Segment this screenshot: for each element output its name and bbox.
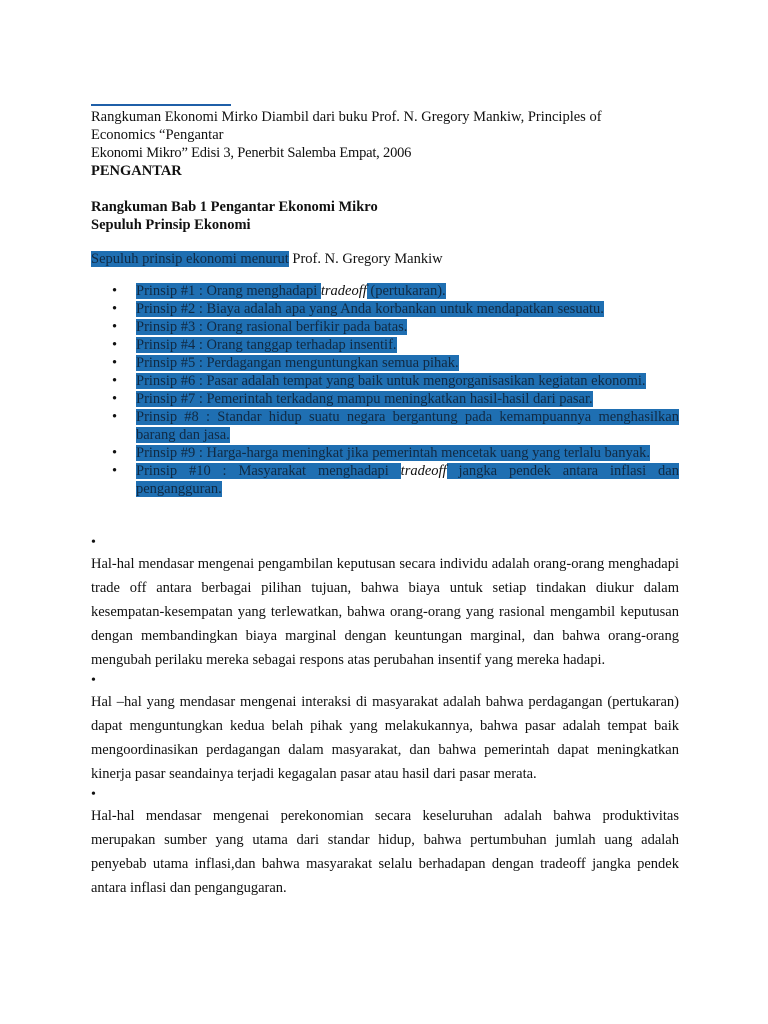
list-item: • Prinsip #3 : Orang rasional berfikir pada batas. [112, 319, 408, 335]
bullet-icon: • [112, 463, 118, 479]
paragraph-economy: Hal-hal mendasar mengenai perekonomian secara keseluruhan adalah bahwa produktivitas merupakan sumber yang utama dari standar hidup, bahwa pertumbuhan jumlah uang adalah penyebab utama inflasi,dan bahwa masyarakat selalu berhadapan dengan tradeoff jangka pendek antara inflasi dan pengangugaran. [91, 808, 679, 896]
section-title: PENGANTAR [91, 163, 182, 179]
list-item: • Prinsip #9 : Harga-harga meningkat jika pemerintah mencetak uang yang terlalu banyak. [112, 445, 651, 461]
paragraph-individual-decisions: Hal-hal mendasar mengenai pengambilan keputusan secara individu adalah orang-orang menghadapi trade off antara berbagai pilihan tujuan, bahwa biaya untuk setiap tindakan diukur dalam kesempatan-kesempatan yang terlewatkan, bahwa orang-orang yang rasional mengambil keputusan dengan membandingkan biaya marginal dengan keuntungan marginal, dan bahwa orang-orang mengubah perilaku mereka sebagai respons atas perubahan insentif yang mereka hadapi. [91, 556, 679, 668]
bullet-icon: • [112, 445, 118, 461]
list-item: • Prinsip #4 : Orang tanggap terhadap insentif. [112, 337, 397, 353]
intro-highlight: Sepuluh prinsip ekonomi menurut [91, 251, 289, 267]
intro-author: Prof. N. Gregory Mankiw [288, 251, 443, 267]
bullet-icon: • [112, 409, 118, 425]
list-item: • Prinsip #8 : Standar hidup suatu negara bergantung pada kemampuannya menghasilkan barang dan jasa. [112, 409, 679, 443]
header-line-1: Rangkuman Ekonomi Mirko Diambil dari buku Prof. N. Gregory Mankiw, Principles of [91, 109, 602, 125]
list-item: • Prinsip #10 : Masyarakat menghadapi tradeoff jangka pendek antara inflasi dan pengangguran. [112, 463, 679, 497]
paragraph-interaction: Hal –hal yang mendasar mengenai interaksi di masyarakat adalah bahwa perdagangan (pertukaran) dapat menguntungkan kedua belah pihak yang melakukannya, bahwa pasar adalah tempat baik mengoordinasikan perdagangan dalam masyarakat, dan bahwa pemerintah dapat meningkatkan kinerja pasar seandainya terjadi kegagalan pasar atau hasil dari pasar merata. [91, 694, 679, 782]
chapter-subtitle: Sepuluh Prinsip Ekonomi [91, 217, 251, 233]
bullet-icon: • [112, 301, 118, 317]
chapter-title: Rangkuman Bab 1 Pengantar Ekonomi Mikro [91, 199, 378, 215]
bullet-icon: • [91, 673, 96, 688]
bullet-icon: • [112, 391, 118, 407]
list-item: • Prinsip #7 : Pemerintah terkadang mampu meningkatkan hasil-hasil dari pasar. [112, 391, 593, 407]
tradeoff-term: tradeoff [400, 463, 447, 479]
bullet-icon: • [91, 535, 96, 550]
intro-line [91, 250, 679, 268]
principles-list [91, 282, 679, 498]
header-line-3: Ekonomi Mikro” Edisi 3, Penerbit Salemba Empat, 2006 [91, 145, 412, 161]
list-item: • Prinsip #2 : Biaya adalah apa yang Anda korbankan untuk mendapatkan sesuatu. [112, 301, 604, 317]
list-item: • Prinsip #1 : Orang menghadapi tradeoff (pertukaran). [112, 283, 446, 299]
bullet-icon: • [112, 373, 118, 389]
bullet-icon: • [91, 787, 96, 802]
list-item: • Prinsip #6 : Pasar adalah tempat yang baik untuk mengorganisasikan kegiatan ekonomi. [112, 373, 646, 389]
list-item: • Prinsip #5 : Perdagangan menguntungkan semua pihak. [112, 355, 459, 371]
document-page [91, 100, 679, 900]
bullet-icon: • [112, 283, 118, 299]
bullet-icon: • [112, 319, 118, 335]
header-line-2: Economics “Pengantar [91, 127, 224, 143]
tradeoff-term: tradeoff [320, 283, 367, 299]
bullet-icon: • [112, 337, 118, 353]
bullet-icon: • [112, 355, 118, 371]
